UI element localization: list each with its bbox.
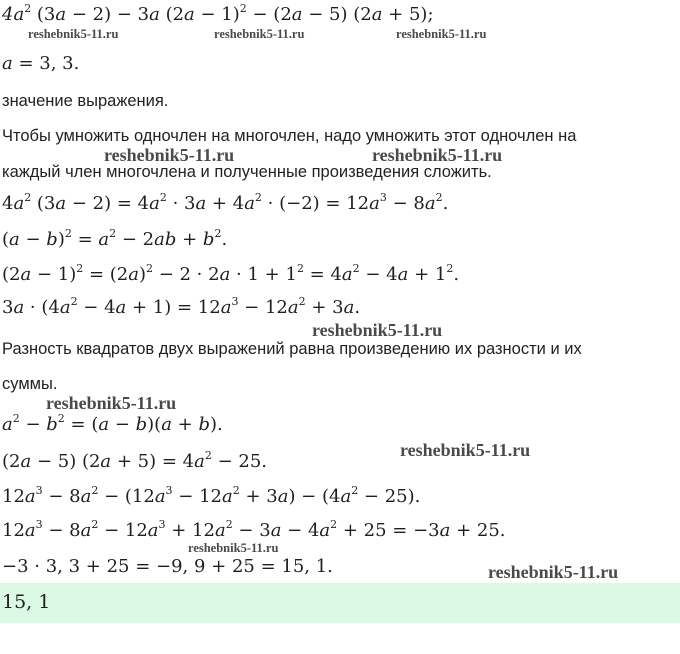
step-8: $12a^3 - 8a^2 - 12a^3 + 12a^2 - 3a - 4a^2 + 25 = -3a + 25$.: [2, 518, 506, 541]
step-2: $(a - b)^2 = a^2 - 2ab + b^2$.: [2, 227, 228, 250]
answer-box: [0, 583, 680, 623]
difference-of-squares-rule-line-2: суммы.: [2, 375, 58, 393]
watermark: reshebnik5-11.ru: [188, 541, 279, 555]
difference-of-squares-rule-line-1: Разность квадратов двух выражений равна произведению их разности и их: [2, 340, 582, 358]
answer: 15, 1: [2, 591, 51, 613]
step-4: $3a \cdot (4a^2 - 4a + 1) = 12a^3 - 12a^2 + 3a$.: [2, 295, 361, 318]
monomial-rule-line-2: каждый член многочлена и полученные произведения сложить.: [2, 163, 492, 181]
step-9: −3 · 3, 3 + 25 = −9, 9 + 25 = 15, 1.: [2, 556, 333, 577]
watermark: reshebnik5-11.ru: [396, 27, 487, 41]
watermark: reshebnik5-11.ru: [104, 145, 235, 165]
watermark: reshebnik5-11.ru: [372, 145, 503, 165]
watermark: reshebnik5-11.ru: [488, 562, 619, 582]
watermark: reshebnik5-11.ru: [214, 27, 305, 41]
step-1: $4a^2$ $(3a - 2) = 4a^2 \cdot 3a + 4a^2 \cdot (-2) = 12a^3 - 8a^2$.: [2, 191, 449, 214]
monomial-rule-line-1: Чтобы умножить одночлен на многочлен, надо умножить этот одночлен на: [2, 127, 577, 145]
step-6: (2a − 5) $(2a + 5) = 4a^2 - 25$.: [2, 449, 268, 472]
step-3: $(2a - 1)^2 = (2a)^2 - 2 \cdot 2a \cdot 1 + 1^2 = 4a^2 - 4a + 1^2$.: [2, 262, 460, 285]
watermark: reshebnik5-11.ru: [312, 320, 443, 340]
given-value: a = 3, 3.: [2, 53, 80, 74]
problem-expression: $4a^2$ (3a − 2) − 3a $(2a - 1)^2 - (2a - 5)$ (2a + 5);: [2, 2, 434, 25]
step-7: $12a^3 - 8a^2 - (12a^3 - 12a^2 + 3a) - (4a^2 - 25)$.: [2, 484, 421, 507]
watermark: reshebnik5-11.ru: [28, 27, 119, 41]
watermark: reshebnik5-11.ru: [46, 393, 177, 413]
watermark: reshebnik5-11.ru: [400, 440, 531, 460]
task-label: значение выражения.: [2, 92, 169, 110]
step-5: $a^2 - b^2 = (a - b)(a + b)$.: [2, 412, 223, 435]
